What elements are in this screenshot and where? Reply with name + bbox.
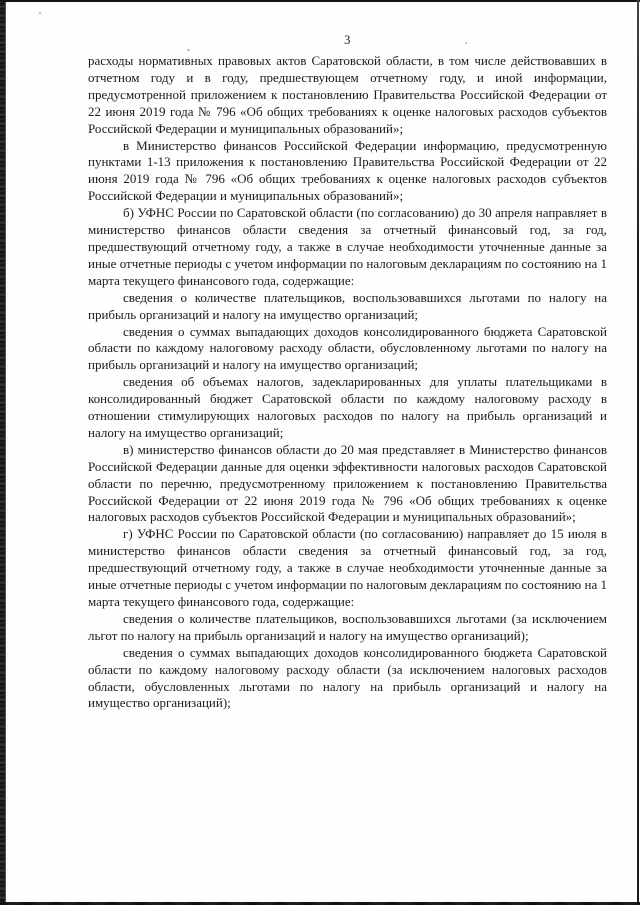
body-paragraph: сведения о количестве плательщиков, воспользовавшихся льготами (за исключением льгот по налогу на прибыль организаций и налогу на имущество организаций); [88,610,607,643]
body-paragraph: сведения об объемах налогов, задекларированных для уплаты плательщиками в консолидированный бюджет Саратовской области по каждому налоговому расходу в отношении стимулирующих налоговых расходов по налогу на прибыль организаций и налогу на имущество организаций; [88,374,607,440]
scan-edge-top-artifact [0,0,640,2]
body-paragraph: б) УФНС России по Саратовской области (по согласованию) до 30 апреля направляет в министерство финансов области сведения за отчетный финансовый год, за год, предшествующий отчетному году, а также в случае необходимости уточненные данные за иные отчетные периоды с учетом информации по налоговым декларациям по состоянию на 1 марта текущего финансового года, содержащие: [88,205,607,288]
body-paragraph: сведения о суммах выпадающих доходов консолидированного бюджета Саратовской области по каждому налоговому расходу области (за исключением налоговых расходов области, обусловленных льготами по налогу на прибыль организаций и налогу на имущество организаций); [88,644,607,711]
scan-dust-speck [39,12,41,14]
body-paragraph: в) министерство финансов области до 20 мая представляет в Министерство финансов Российской Федерации данные для оценки эффективности налоговых расходов Саратовской области по перечню, предусмотренному приложением к постановлению Правительства Российской Федерации от 22 июня 2019 года № 796 «Об общих требованиях к оценке налоговых расходов субъектов Российской Федерации и муниципальных образований»; [88,441,607,525]
body-paragraph: сведения о количестве плательщиков, воспользовавшихся льготами по налогу на прибыль организаций и налогу на имущество организаций; [88,289,607,322]
page-number: 3 [344,33,351,47]
body-paragraph: сведения о суммах выпадающих доходов консолидированного бюджета Саратовской области по каждому налоговому расходу области, обусловленному льготами по налогу на прибыль организаций и налогу на имущество организаций; [88,323,607,373]
scan-dust-speck [187,49,190,51]
body-paragraph: в Министерство финансов Российской Федерации информацию, предусмотренную пунктами 1-13 приложения к постановлению Правительства Российской Федерации от 22 июня 2019 года № 796 «Об общих требованиях к оценке налоговых расходов субъектов Российской Федерации и муниципальных образований»; [88,137,607,204]
body-paragraph: г) УФНС России по Саратовской области (по согласованию) направляет до 15 июля в министерство финансов области сведения за отчетный финансовый год, за год, предшествующий отчетному году, а также в случае необходимости уточненные данные за иные отчетные периоды с учетом информации по налоговым декларациям по состоянию на 1 марта текущего финансового года, содержащие: [88,526,607,609]
body-paragraph: расходы нормативных правовых актов Саратовской области, в том числе действовавших в отчетном году и в году, предшествующем отчетному году, и иной информации, предусмотренной приложением к постановлению Правительства Российской Федерации от 22 июня 2019 года № 796 «Об общих требованиях к оценке налоговых расходов субъектов Российской Федерации и муниципальных образований»; [88,53,607,136]
document-body [88,53,607,712]
scan-edge-right-artifact [637,0,639,905]
scan-edge-left-artifact [0,0,6,905]
